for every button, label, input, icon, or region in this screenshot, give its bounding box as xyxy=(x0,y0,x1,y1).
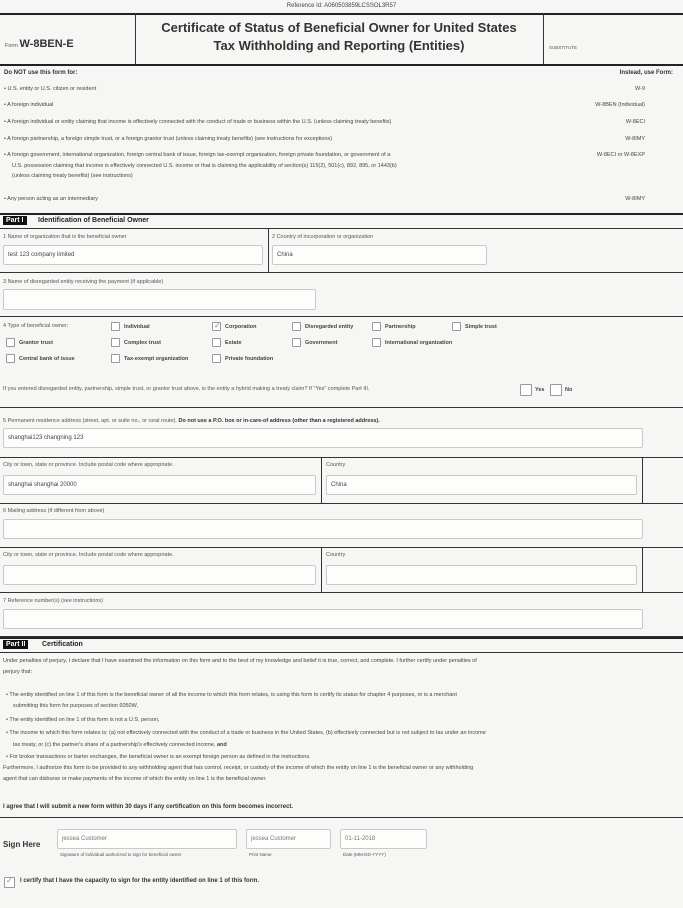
government-checkbox[interactable] xyxy=(292,338,301,347)
country2-input[interactable] xyxy=(326,565,637,585)
part2-tag: Part II xyxy=(3,640,28,649)
city2-input[interactable] xyxy=(3,565,316,585)
header-rule xyxy=(0,64,683,66)
partnership-label: Partnership xyxy=(385,324,416,330)
city-divider xyxy=(321,457,322,503)
private-foundation-label: Private foundation xyxy=(225,356,274,362)
hybrid-yes-checkbox[interactable] xyxy=(520,384,532,396)
cert-bullet: • The income to which this form relates is: (a) not effectively connected with the conduct of a trade or business in the United States, (b) effectively connected but is not subject to tax under an income xyxy=(6,730,486,736)
line1-divider xyxy=(268,228,269,272)
part1-title-rule xyxy=(0,228,683,229)
grantor-trust-label: Grantor trust xyxy=(19,340,53,346)
cert-bullet: • The entity identified on line 1 of this form is not a U.S. person, xyxy=(6,717,160,723)
header-divider-right xyxy=(543,13,544,64)
complex-trust-checkbox[interactable] xyxy=(111,338,120,347)
tax-exempt-checkbox[interactable] xyxy=(111,354,120,363)
city-rule xyxy=(0,503,683,504)
signature-input[interactable]: jessea Customer xyxy=(57,829,237,849)
dnu-text-cont: (unless claiming treaty benefits) (see instructions) xyxy=(12,173,133,179)
line5-label xyxy=(3,418,380,424)
cert-bullet-text: The income to which this form relates is: (a) not effectively connected with the conduct of a trade or business in the United States, (b) effectively connected but is not subject to tax under an income xyxy=(9,730,486,736)
complex-trust-label: Complex trust xyxy=(124,340,161,346)
line1-rule xyxy=(0,272,683,273)
partnership-checkbox[interactable] xyxy=(372,322,381,331)
dnu-row: • A foreign individual xyxy=(4,102,54,108)
dnu-text-cont: U.S. possession claiming that income is effectively connected U.S. income or that is claiming the applicability of section(s) 115(2), 501(c), 892, 895, or 1443(b) xyxy=(12,163,397,169)
grantor-trust-checkbox[interactable] xyxy=(6,338,15,347)
dnu-form: W-8ECI or W-8EXP xyxy=(596,152,645,158)
city-label: City or town, state or province. Include postal code where appropriate. xyxy=(3,462,174,468)
cert-furthermore-1: Furthermore, I authorize this form to be provided to any withholding agent that has control, receipt, or custody of the income of which the entity on line 1 is the beneficial owner or any withholding xyxy=(3,765,474,771)
individual-label: Individual xyxy=(124,324,150,330)
tax-exempt-label: Tax-exempt organization xyxy=(124,356,189,362)
part1-tag: Part I xyxy=(3,216,27,225)
form-label: Form xyxy=(5,43,18,49)
cert-bullet-cont xyxy=(13,741,227,749)
dnu-text: Any person acting as an intermediary xyxy=(7,196,98,202)
dnu-row: • A foreign government, international organization, foreign central bank of issue, foreign tax-exempt organization, foreign private foundation, or government of a xyxy=(4,152,391,158)
simple-trust-checkbox[interactable] xyxy=(452,322,461,331)
government-label: Government xyxy=(305,340,338,346)
individual-checkbox[interactable] xyxy=(111,322,120,331)
estate-label: Estate xyxy=(225,340,242,346)
city2-label: City or town, state or province. Include postal code where appropriate. xyxy=(3,552,174,558)
dnu-text: U.S. entity or U.S. citizen or resident xyxy=(7,86,97,92)
country-incorporation-input[interactable]: China xyxy=(272,245,487,265)
dnu-form: W-8ECI xyxy=(625,119,645,125)
line6-rule xyxy=(0,547,683,548)
form-title xyxy=(135,19,543,55)
part1-rule xyxy=(0,213,683,215)
dnu-text: A foreign individual xyxy=(7,102,54,108)
disregarded-entity-checkbox[interactable] xyxy=(292,322,301,331)
dnu-text: A foreign partnership, a foreign simple trust, or a foreign grantor trust (unless claiming treaty benefits) (see instructions for exceptions) xyxy=(7,136,333,142)
cert-bullet-text: The entity identified on line 1 of this form is not a U.S. person, xyxy=(9,717,160,723)
line5-label-bold: Do not use a P.O. box or in-care-of address (other than a registered address). xyxy=(178,418,380,424)
country-input[interactable]: China xyxy=(326,475,637,495)
dnu-text: A foreign government, international organization, foreign central bank of issue, foreign tax-exempt organization, foreign private foundation, or government of a xyxy=(7,152,391,158)
title-line-2: Tax Withholding and Reporting (Entities) xyxy=(213,38,465,53)
capacity-checkbox[interactable] xyxy=(4,877,15,888)
city-input[interactable]: shanghai shanghai 20000 xyxy=(3,475,316,495)
city2-divider xyxy=(321,547,322,592)
cert-bullet: • For broker transactions or barter exchanges, the beneficial owner is an exempt foreign person as defined in the instructions. xyxy=(6,754,311,760)
cert-intro-1: Under penalties of perjury, I declare that I have examined the information on this form and to the best of my knowledge and belief it is true, correct, and complete. I further certify under penalties of xyxy=(3,658,477,664)
capacity-label: I certify that I have the capacity to sign for the entity identified on line 1 of this form. xyxy=(20,878,260,884)
line3-label: 3 Name of disregarded entity receiving the payment (if applicable) xyxy=(3,279,164,285)
cert-bullet-text: tax treaty, or (c) the partner's share of a partnership's effectively connected income, xyxy=(13,742,216,748)
line7-label: 7 Reference number(s) (see instructions) xyxy=(3,598,103,604)
central-bank-checkbox[interactable] xyxy=(6,354,15,363)
dnu-row: • U.S. entity or U.S. citizen or resident xyxy=(4,86,97,92)
line2-label: 2 Country of incorporation or organization xyxy=(272,234,374,240)
cert-bullet-text: The entity identified on line 1 of this form is the beneficial owner of all the income to which this form relates, is using this form to certify its status for chapter 4 purposes, or is a merchant xyxy=(9,692,457,698)
dnu-form: W-9 xyxy=(635,86,645,92)
do-not-use-heading: Do NOT use this form for: xyxy=(4,70,78,76)
reference-number-input[interactable] xyxy=(3,609,643,629)
simple-trust-label: Simple trust xyxy=(465,324,497,330)
hybrid-yes-label: Yes xyxy=(535,387,545,393)
reference-id: Reference Id: A060503859LCSSOL3R57 xyxy=(286,3,397,9)
dnu-row: • A foreign individual or entity claiming that income is effectively connected with the conduct of trade or business within the U.S. (unless claiming treaty benefits) xyxy=(4,119,392,125)
top-rule xyxy=(0,13,683,15)
dnu-row: • A foreign partnership, a foreign simple trust, or a foreign grantor trust (unless claiming treaty benefits) (see instructions for exceptions) xyxy=(4,136,333,142)
cert-furthermore-2: agent that can disburse or make payments of the income of which the entity on line 1 is the beneficial owner. xyxy=(3,776,267,782)
permanent-address-input[interactable]: shanghai123 changning 123 xyxy=(3,428,643,448)
cert-and: and xyxy=(216,742,227,748)
line5-label-text: 5 Permanent residence address (street, apt. or suite no., or rural route). xyxy=(3,418,177,424)
private-foundation-checkbox[interactable] xyxy=(212,354,221,363)
cert-agree: I agree that I will submit a new form within 30 days if any certification on this form becomes incorrect. xyxy=(3,804,294,810)
part2-title: Certification xyxy=(42,641,83,648)
disregarded-entity-label: Disregarded entity xyxy=(305,324,354,330)
dnu-form: W-8IMY xyxy=(625,196,645,202)
country2-label: Country xyxy=(326,552,346,558)
sign-here: Sign Here xyxy=(3,840,41,849)
date-input[interactable]: 01-11-2018 xyxy=(340,829,427,849)
cert-bullet-text: For broker transactions or barter exchanges, the beneficial owner is an exempt foreign person as defined in the instructions. xyxy=(9,754,311,760)
line3-rule xyxy=(0,316,683,317)
central-bank-label: Central bank of issue xyxy=(19,356,75,362)
country-divider xyxy=(642,457,643,503)
corporation-label: Corporation xyxy=(225,324,257,330)
dnu-text: A foreign individual or entity claiming that income is effectively connected with the conduct of trade or business within the U.S. (unless claiming treaty benefits) xyxy=(7,119,392,125)
country2-divider xyxy=(642,547,643,592)
part2-rule xyxy=(0,637,683,639)
hybrid-no-checkbox[interactable] xyxy=(550,384,562,396)
cert-bullet-cont: submitting this form for purposes of section 6050W, xyxy=(13,703,139,709)
print-name-label: Print Name xyxy=(249,852,272,857)
date-label: Date (MM-DD-YYYY) xyxy=(343,852,386,857)
disregarded-entity-input[interactable] xyxy=(3,289,316,310)
country-label: Country xyxy=(326,462,346,468)
agree-rule xyxy=(0,817,683,818)
form-id xyxy=(5,38,74,50)
cert-intro-2: perjury that: xyxy=(3,669,33,675)
international-org-checkbox[interactable] xyxy=(372,338,381,347)
part2-title-rule xyxy=(0,652,683,653)
dnu-form: W-8IMY xyxy=(625,136,645,142)
hybrid-no-label: No xyxy=(565,387,573,393)
cert-bullet: • The entity identified on line 1 of this form is the beneficial owner of all the income to which this form relates, is using this form to certify its status for chapter 4 purposes, or is a merchant xyxy=(6,692,457,698)
line6-label: 6 Mailing address (if different from above) xyxy=(3,508,105,514)
instead-heading: Instead, use Form: xyxy=(619,70,673,76)
form-name: W-8BEN-E xyxy=(19,38,74,50)
mailing-address-input[interactable] xyxy=(3,519,643,539)
substitute-label: SUBSTITUTE xyxy=(549,45,578,50)
part1-title: Identification of Beneficial Owner xyxy=(38,217,149,224)
line4-label: 4 Type of beneficial owner: xyxy=(3,323,69,329)
signature-label: Signature of individual authorized to sign for beneficial owner xyxy=(60,852,182,857)
line5-rule xyxy=(0,457,683,458)
estate-checkbox[interactable] xyxy=(212,338,221,347)
print-name-input[interactable]: jessea Customer xyxy=(246,829,331,849)
city2-rule xyxy=(0,592,683,593)
dnu-form: W-8BEN (Individual) xyxy=(595,102,645,108)
title-line-1: Certificate of Status of Beneficial Owner for United States xyxy=(161,20,517,35)
hybrid-question: If you entered disregarded entity, partnership, simple trust, or grantor trust above, is the entity a hybrid making a treaty claim? If "Yes" complete Part III. xyxy=(3,386,370,392)
line4-rule xyxy=(0,407,683,408)
dnu-row: • Any person acting as an intermediary xyxy=(4,196,98,202)
line1-label: 1 Name of organization that is the beneficial owner xyxy=(3,234,127,240)
international-org-label: International organization xyxy=(385,340,453,346)
org-name-input[interactable]: test 123 company limited xyxy=(3,245,263,265)
corporation-checkbox[interactable] xyxy=(212,322,221,331)
